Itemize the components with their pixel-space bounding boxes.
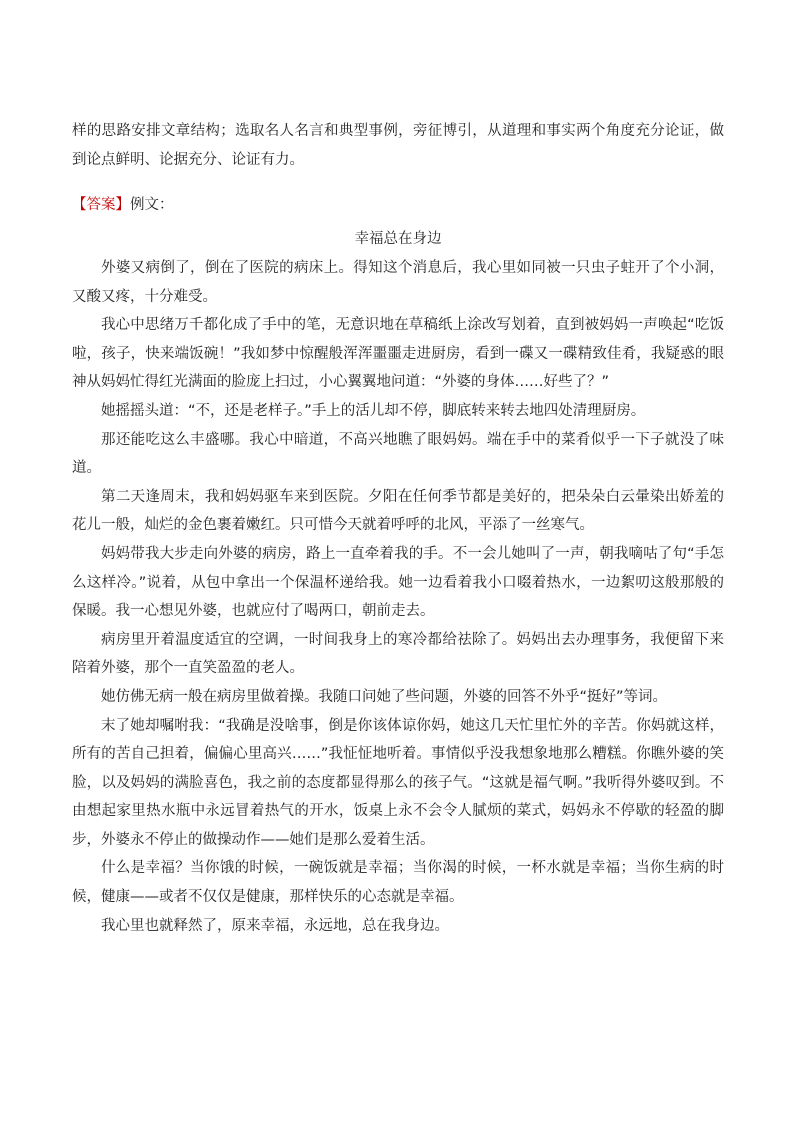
essay-paragraph: 第二天逢周末，我和妈妈驱车来到医院。夕阳在任何季节都是美好的，把朵朵白云暈染出娇羞的花儿一般，灿烂的金色裹着嫩红。只可惜今天就着呼呼的北风，平添了一丝寒气。 — [72, 488, 724, 534]
answer-tag: 【答案】 — [72, 197, 130, 213]
essay-paragraph: 末了她却嘱咐我：“我确是没啥事，倒是你该体谅你妈，她这几天忙里忙外的辛苦。你妈就这样，所有的苦自己担着，偏偏心里高兴……”我怔怔地听着。事情似乎没我想象地那么糟糕。你瞧外婆的笑脸，以及妈妈的满脸喜色，我之前的态度都显得那么的孩子气。“这就是福气啊。”我听得外婆叹到。不由想起家里热水瓶中永远冒着热气的开水，饭桌上永不会令人腻烦的菜式，妈妈永不停歇的轻盈的脚步，外婆永不停止的做操动作——她们是那么爱着生活。 — [72, 717, 724, 848]
essay-paragraph: 什么是幸福？当你饿的时候，一碗饭就是幸福；当你渴的时候，一杯水就是幸福；当你生病的时候，健康——或者不仅仅是健康，那样快乐的心态就是幸福。 — [72, 860, 724, 906]
essay-paragraph: 我心里也就释然了，原来幸福，永远地，总在我身边。 — [101, 917, 449, 934]
essay-title: 幸福总在身边 — [354, 231, 442, 247]
essay-paragraph: 妈妈带我大步走向外婆的病房，路上一直牵着我的手。不一会儿她叫了一声，朝我嘀咕了句“手怎么这样冷。”说着，从包中拿出一个保温杯递给我。她一边看着我小口啜着热水，一边絮叨这般那般的保暖。我一心想见外婆，也就应付了喝两口，朝前走去。 — [72, 545, 724, 620]
intro-paragraph: 样的思路安排文章结构；选取名人名言和典型事例，旁征博引，从道理和事实两个角度充分论证，做到论点鲜明、论据充分、论证有力。 — [72, 123, 724, 168]
essay-body — [72, 254, 724, 940]
essay-paragraph: 外婆又病倒了，倒在了医院的病床上。得知这个消息后，我心里如同被一只虫子蛀开了个小洞，又酸又疼，十分难受。 — [72, 260, 724, 305]
answer-label: 例文： — [130, 197, 174, 213]
essay-paragraph: 那还能吃这么丰盛哪。我心中暗道，不高兴地瞧了眼妈妈。端在手中的菜肴似乎一下子就没了味道。 — [72, 431, 724, 477]
essay-paragraph: 她仿佛无病一般在病房里做着操。我随口问她了些问题，外婆的回答不外乎“挺好”等词。 — [101, 688, 668, 705]
essay-paragraph: 我心中思绪万千都化成了手中的笔，无意识地在草稿纸上涂改写划着，直到被妈妈一声唤起“吃饭啦，孩子，快来端饭碗！”我如梦中惊醒般浑浑噩噩走进厨房，看到一碟又一碟精致佳肴，我疑惑的眼神从妈妈忙得红光满面的脸庞上扫过，小心翼翼地问道：“外婆的身体……好些了？” — [72, 317, 724, 391]
essay-paragraph: 病房里开着温度适宜的空调，一时间我身上的寒冷都给祛除了。妈妈出去办理事务，我便留下来陪着外婆，那个一直笑盈盈的老人。 — [72, 631, 724, 677]
essay-paragraph: 她摇摇头道：“不，还是老样子。”手上的活儿却不停，脚底转来转去地四处清理厨房。 — [101, 402, 646, 419]
answer-line — [72, 191, 724, 219]
